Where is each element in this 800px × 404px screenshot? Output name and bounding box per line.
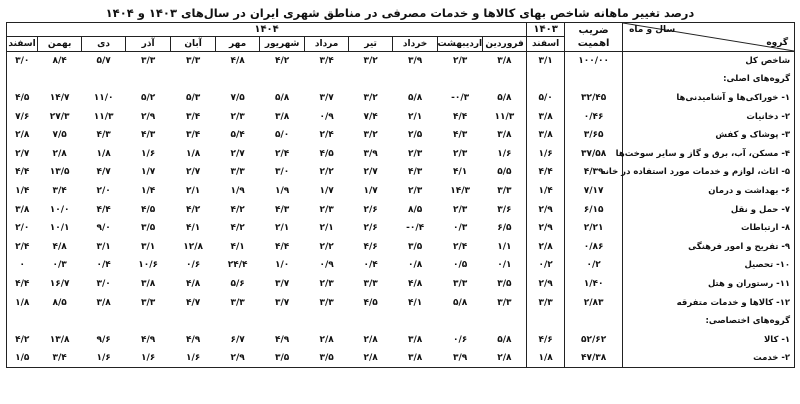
value-cell: ۱۳/۵	[49, 167, 70, 178]
value-cell: ۲۴/۴	[227, 260, 248, 271]
value-cell: ۳/۷	[274, 278, 290, 289]
value-cell: ۰/۴-	[406, 223, 425, 234]
row-label: ۵- اثاث، لوازم و خدمات مورد استفاده در خانه	[623, 163, 795, 182]
value-cell: ۴/۶	[363, 241, 378, 252]
value-cell: ۱۶/۷	[49, 278, 70, 289]
value-cell	[38, 70, 82, 89]
header-month-1404: دی	[82, 37, 126, 52]
value-cell: ۳/۵	[260, 349, 305, 368]
value-cell	[82, 312, 126, 331]
value-cell: ۲۷/۳	[49, 111, 70, 122]
value-cell: ۴/۱	[230, 241, 245, 252]
value-cell: ۳/۳	[497, 185, 512, 196]
row-label: ۲- دخانیات	[623, 107, 795, 126]
header-weight	[565, 23, 623, 52]
value-cell: ۰/۳	[452, 223, 468, 234]
value-cell: ۴/۸	[52, 241, 67, 252]
table-row	[7, 89, 795, 108]
value-cell: ۱/۴	[7, 182, 38, 201]
value-cell: ۱۱/۳	[93, 111, 114, 122]
value-cell: ۵/۸	[497, 334, 512, 345]
weight-cell	[565, 312, 623, 331]
header-month-1404: مرداد	[305, 37, 349, 52]
value-1403-cell: ۳/۸	[527, 126, 565, 145]
value-cell: ۱۲/۸	[183, 241, 203, 252]
row-label: ۱- خوراکی‌ها و آشامیدنی‌ها	[623, 89, 795, 108]
table-row	[7, 144, 795, 163]
value-cell: ۴/۲	[185, 204, 201, 215]
value-cell: ۲/۹	[216, 349, 260, 368]
value-cell: ۴/۷	[185, 297, 201, 308]
value-cell: ۲/۶	[363, 223, 378, 234]
table-row	[7, 293, 795, 312]
value-cell: ۴/۸	[407, 278, 423, 289]
value-cell	[7, 312, 38, 331]
table-row	[7, 163, 795, 182]
value-cell: ۴/۵	[319, 148, 334, 159]
value-cell: ۰/۸	[407, 260, 423, 271]
value-1403-cell: ۳/۳	[527, 293, 565, 312]
value-cell: ۳/۳	[497, 297, 512, 308]
header-group-label: گروه	[766, 38, 789, 48]
header-month-1404: آذر	[126, 37, 171, 52]
value-cell	[305, 312, 349, 331]
value-cell: ۱/۴	[140, 185, 156, 196]
value-cell: ۱۰/۶	[138, 260, 158, 271]
value-cell	[438, 70, 483, 89]
row-label: ۷- حمل و نقل	[623, 200, 795, 219]
value-cell: ۹/۰	[96, 223, 111, 234]
value-cell: ۴/۵	[363, 297, 378, 308]
weight-cell: ۳۲/۴۵	[565, 89, 623, 108]
value-cell: ۱/۶	[82, 349, 126, 368]
header-weight-line2: اهمیت	[577, 38, 610, 49]
header-month-1403: اسفند	[527, 37, 565, 52]
value-cell: ۱/۷	[363, 185, 378, 196]
value-cell: ۲/۷	[185, 167, 201, 178]
value-1403-cell: ۲/۹	[527, 275, 565, 294]
value-cell: ۴/۳	[274, 204, 290, 215]
value-cell: ۱/۷	[319, 185, 334, 196]
value-1403-cell: ۴/۴	[527, 163, 565, 182]
page-title: درصد تغییر ماهانه شاخص بهای کالاها و خدمات مصرفی در مناطق شهری ایران در سال‌های ۱۴۰۳ و ۱۴۰۴	[105, 6, 695, 20]
value-cell: ۵/۳	[185, 92, 201, 103]
weight-cell: ۰/۲	[565, 256, 623, 275]
row-label: ۳- پوشاک و کفش	[623, 126, 795, 145]
value-cell: ۳/۴	[185, 130, 201, 141]
value-cell: ۳/۹	[363, 148, 378, 159]
value-cell	[393, 70, 438, 89]
value-cell	[216, 312, 260, 331]
weight-cell: ۳/۶۵	[565, 126, 623, 145]
value-cell: ۱۱/۰	[93, 92, 114, 103]
value-cell: ۳/۸	[393, 349, 438, 368]
header-month-1404: اردیبهشت	[438, 37, 483, 52]
weight-cell: ۳۷/۵۸	[565, 144, 623, 163]
value-cell: ۳/۸	[7, 200, 38, 219]
value-cell: ۴/۹	[274, 334, 290, 345]
weight-cell: ۰/۸۶	[565, 237, 623, 256]
header-month-1404: اسفند	[7, 37, 38, 52]
value-cell: ۴/۲	[230, 223, 245, 234]
value-cell: ۳/۵	[497, 278, 512, 289]
value-cell: ۲/۳	[407, 148, 423, 159]
row-label: ۱- کالا	[623, 330, 795, 349]
value-cell: ۱۴/۳	[450, 185, 470, 196]
value-cell	[260, 312, 305, 331]
weight-cell: ۵۲/۶۲	[565, 330, 623, 349]
value-cell: ۴/۵	[7, 89, 38, 108]
value-cell: ۲/۳	[407, 185, 423, 196]
weight-cell: ۲/۸۳	[565, 293, 623, 312]
value-cell: ۳/۳	[363, 278, 378, 289]
value-cell	[483, 70, 527, 89]
table-row	[7, 275, 795, 294]
weight-cell	[565, 70, 623, 89]
value-cell: ۳/۵	[305, 349, 349, 368]
value-cell: ۱۱/۳	[494, 111, 515, 122]
table-row	[7, 349, 795, 368]
value-cell	[393, 312, 438, 331]
value-cell: ۷/۶	[7, 107, 38, 126]
value-cell: ۱/۵	[7, 349, 38, 368]
value-cell	[126, 70, 171, 89]
value-cell: ۸/۵	[52, 297, 67, 308]
value-cell: ۲/۸	[483, 349, 527, 368]
header-month-1404: مهر	[216, 37, 260, 52]
header-corner-cell	[623, 23, 795, 52]
value-cell: ۲/۳	[452, 148, 468, 159]
value-cell: ۲/۰	[7, 219, 38, 238]
value-cell: ۴/۱	[452, 167, 468, 178]
value-cell: ۷/۴	[363, 111, 378, 122]
value-cell: ۵/۸	[452, 297, 468, 308]
value-cell: ۲/۳	[452, 204, 468, 215]
value-cell: ۴/۹	[185, 334, 201, 345]
value-cell: ۲/۸	[7, 126, 38, 145]
value-1403-cell: ۰/۲	[527, 256, 565, 275]
value-cell: ۴/۲	[7, 330, 38, 349]
value-cell: ۲/۳	[319, 278, 334, 289]
header-year-1404: ۱۴۰۴	[7, 23, 527, 37]
table-body	[7, 52, 795, 368]
value-cell: ۴/۴	[7, 163, 38, 182]
header-year-month-label: سال و ماه	[629, 25, 676, 35]
value-cell: ۱/۸	[96, 148, 111, 159]
value-cell: ۲/۵	[407, 130, 423, 141]
value-cell: ۲/۷	[7, 144, 38, 163]
value-cell: ۳/۲	[363, 56, 378, 67]
value-cell: ۴/۴	[7, 275, 38, 294]
value-cell: ۰/۹	[319, 111, 334, 122]
value-cell: ۰/۴	[363, 260, 378, 271]
table-row	[7, 256, 795, 275]
value-cell: ۴/۳	[140, 130, 156, 141]
value-cell: ۲/۸	[363, 334, 378, 345]
value-cell	[171, 312, 216, 331]
value-cell: ۴/۱	[407, 297, 423, 308]
value-cell: ۲/۱	[407, 111, 423, 122]
table-row	[7, 126, 795, 145]
value-cell	[216, 70, 260, 89]
value-cell	[126, 312, 171, 331]
table-row	[7, 182, 795, 201]
value-1403-cell: ۱/۶	[527, 144, 565, 163]
value-cell: ۳/۵	[407, 241, 423, 252]
value-cell: ۲/۹	[140, 111, 156, 122]
row-label: گروه‌های اختصاصی:	[623, 312, 795, 331]
value-cell	[305, 70, 349, 89]
value-cell: ۱/۶	[126, 349, 171, 368]
value-cell: ۳/۴	[319, 56, 334, 67]
value-cell: ۳/۳	[230, 167, 245, 178]
value-cell: ۲/۸	[349, 349, 393, 368]
value-1403-cell: ۱/۸	[527, 349, 565, 368]
value-cell: ۳/۰	[7, 52, 38, 71]
value-cell: ۰/۴	[96, 260, 111, 271]
value-cell: ۱۰/۰	[49, 204, 70, 215]
value-cell: ۵/۸	[407, 92, 423, 103]
value-cell	[438, 312, 483, 331]
value-cell: ۱/۹	[230, 185, 245, 196]
value-cell: ۵/۸	[497, 92, 512, 103]
table-row	[7, 70, 795, 89]
header-weight-line1: ضریب	[578, 25, 609, 36]
value-cell: ۳/۳	[185, 56, 201, 67]
value-cell: ۱۳/۸	[49, 334, 70, 345]
value-cell: ۳/۸	[407, 334, 423, 345]
value-cell: ۴/۸	[185, 278, 201, 289]
header-month-1404: آبان	[171, 37, 216, 52]
value-cell: ۰	[7, 256, 38, 275]
value-cell: ۵/۷	[96, 56, 111, 67]
value-cell: ۳/۳	[230, 297, 245, 308]
value-cell: ۸/۴	[52, 56, 67, 67]
header-month-1404: فروردین	[483, 37, 527, 52]
value-cell: ۱/۶	[171, 349, 216, 368]
row-label: گروه‌های اصلی:	[623, 70, 795, 89]
value-cell	[38, 312, 82, 331]
value-1403-cell: ۱/۴	[527, 182, 565, 201]
table-row	[7, 330, 795, 349]
value-cell	[7, 70, 38, 89]
value-1403-cell: ۳/۱	[527, 52, 565, 71]
value-cell: ۴/۲	[230, 204, 245, 215]
header-month-1404: تیر	[349, 37, 393, 52]
value-cell: ۱/۰	[274, 260, 290, 271]
value-cell: ۰/۳	[52, 260, 67, 271]
row-label: ۲- خدمت	[623, 349, 795, 368]
value-cell: ۳/۳	[140, 56, 156, 67]
value-cell: ۳/۵	[140, 223, 156, 234]
row-label: ۴- مسکن، آب، برق و گاز و سایر سوخت‌ها	[623, 144, 795, 163]
value-cell: ۳/۹	[407, 56, 423, 67]
value-cell: ۳/۴	[38, 349, 82, 368]
value-cell: ۲/۴	[274, 148, 290, 159]
value-cell: ۴/۸	[230, 56, 245, 67]
value-cell: ۳/۲	[363, 92, 378, 103]
value-cell: ۰/۶	[185, 260, 201, 271]
value-cell: ۳/۸	[274, 111, 290, 122]
value-cell: ۵/۴	[230, 130, 245, 141]
value-cell	[82, 70, 126, 89]
value-cell: ۲/۲	[319, 167, 334, 178]
value-cell: ۱/۶	[497, 148, 512, 159]
row-label: ۱۱- رستوران و هتل	[623, 275, 795, 294]
value-cell: ۳/۴	[185, 111, 201, 122]
header-month-1404: بهمن	[38, 37, 82, 52]
value-cell: ۳/۷	[319, 92, 334, 103]
header-month-1404: خرداد	[393, 37, 438, 52]
value-cell	[349, 312, 393, 331]
value-1403-cell	[527, 312, 565, 331]
value-cell	[349, 70, 393, 89]
value-cell: ۵/۸	[274, 92, 290, 103]
value-cell: ۰/۶	[452, 334, 468, 345]
value-cell: ۴/۷	[96, 167, 111, 178]
value-cell: ۴/۴	[274, 241, 290, 252]
value-cell: ۱/۱	[497, 241, 512, 252]
value-cell: ۳/۴	[52, 185, 67, 196]
value-cell: ۳/۸	[140, 278, 156, 289]
value-cell: ۲/۲	[319, 241, 334, 252]
table-row	[7, 312, 795, 331]
value-cell: ۳/۸	[497, 56, 512, 67]
row-label: ۱۰- تحصیل	[623, 256, 795, 275]
value-cell: ۴/۳	[96, 130, 111, 141]
value-cell: ۲/۱	[319, 223, 334, 234]
value-cell: ۵/۶	[230, 278, 245, 289]
value-cell: ۴/۹	[140, 334, 156, 345]
value-cell: ۳/۲	[363, 130, 378, 141]
value-cell: ۲/۸	[52, 148, 67, 159]
value-cell: ۴/۱	[185, 223, 201, 234]
value-cell: ۱/۸	[7, 293, 38, 312]
value-cell	[260, 70, 305, 89]
value-cell: ۱/۶	[140, 148, 156, 159]
value-cell: ۳/۳	[452, 278, 468, 289]
value-1403-cell: ۳/۸	[527, 107, 565, 126]
value-cell: ۸/۵	[407, 204, 423, 215]
value-cell: ۴/۲	[274, 56, 290, 67]
value-cell: ۳/۳	[319, 297, 334, 308]
value-cell: ۳/۳	[140, 297, 156, 308]
weight-cell: ۴/۳۹	[565, 163, 623, 182]
weight-cell: ۶/۱۵	[565, 200, 623, 219]
table-row	[7, 52, 795, 71]
value-cell: ۳/۰	[274, 167, 290, 178]
value-cell: ۲/۴	[319, 130, 334, 141]
value-cell: ۲/۳	[319, 204, 334, 215]
value-cell: ۲/۱	[274, 223, 290, 234]
row-label: ۱۲- کالاها و خدمات متفرقه	[623, 293, 795, 312]
value-cell: ۴/۳	[452, 130, 468, 141]
row-label: ۹- تفریح و امور فرهنگی	[623, 237, 795, 256]
value-cell: ۴/۴	[452, 111, 468, 122]
value-cell: ۷/۵	[52, 130, 67, 141]
value-cell: ۳/۰	[96, 278, 111, 289]
weight-cell: ۴۷/۳۸	[565, 349, 623, 368]
value-cell: ۲/۱	[185, 185, 201, 196]
value-cell: ۱۰/۱	[49, 223, 70, 234]
value-cell	[483, 312, 527, 331]
table-header	[7, 23, 795, 52]
value-cell: ۳/۶	[497, 204, 512, 215]
value-cell: ۲/۴	[452, 241, 468, 252]
value-cell: ۵/۰	[274, 130, 290, 141]
header-year-1403: ۱۴۰۳	[527, 23, 565, 37]
value-cell: ۳/۱	[96, 241, 111, 252]
value-cell: ۶/۵	[497, 223, 512, 234]
value-cell: ۴/۳	[407, 167, 423, 178]
value-1403-cell: ۲/۹	[527, 219, 565, 238]
header-month-1404: شهریور	[260, 37, 305, 52]
row-label: شاخص کل	[623, 52, 795, 71]
value-cell: ۹/۶	[96, 334, 111, 345]
value-cell: ۳/۷	[274, 297, 290, 308]
table-row	[7, 107, 795, 126]
value-cell: ۷/۵	[230, 92, 245, 103]
value-cell: ۰/۹	[319, 260, 334, 271]
row-label: ۸- ارتباطات	[623, 219, 795, 238]
value-cell: ۲/۰	[96, 185, 111, 196]
value-1403-cell: ۲/۹	[527, 200, 565, 219]
value-cell: ۳/۸	[497, 130, 512, 141]
value-cell: ۵/۲	[140, 92, 156, 103]
value-cell: ۰/۵	[452, 260, 468, 271]
table-row	[7, 237, 795, 256]
value-1403-cell: ۲/۸	[527, 237, 565, 256]
value-cell: ۰/۳-	[451, 92, 470, 103]
value-cell: ۱۴/۷	[49, 92, 70, 103]
value-cell: ۳/۱	[140, 241, 156, 252]
value-cell: ۳/۹	[438, 349, 483, 368]
weight-cell: ۲/۲۱	[565, 219, 623, 238]
value-cell: ۲/۴	[7, 237, 38, 256]
value-cell: ۰/۱	[497, 260, 512, 271]
row-label: ۶- بهداشت و درمان	[623, 182, 795, 201]
cpi-monthly-table	[6, 22, 795, 368]
value-cell: ۵/۵	[497, 167, 512, 178]
value-cell: ۱/۷	[140, 167, 156, 178]
value-cell: ۴/۵	[140, 204, 156, 215]
weight-cell: ۱۰۰/۰۰	[565, 52, 623, 71]
value-cell: ۴/۴	[96, 204, 111, 215]
value-cell: ۳/۸	[96, 297, 111, 308]
weight-cell: ۰/۴۶	[565, 107, 623, 126]
table-row	[7, 200, 795, 219]
value-1403-cell: ۵/۰	[527, 89, 565, 108]
weight-cell: ۱/۴۰	[565, 275, 623, 294]
value-cell: ۲/۷	[363, 167, 378, 178]
value-cell: ۲/۳	[230, 111, 245, 122]
value-1403-cell: ۴/۶	[527, 330, 565, 349]
table-row	[7, 219, 795, 238]
value-cell: ۱/۸	[185, 148, 201, 159]
value-cell: ۲/۸	[319, 334, 334, 345]
value-cell: ۱/۹	[274, 185, 290, 196]
value-cell: ۲/۶	[363, 204, 378, 215]
value-cell	[171, 70, 216, 89]
value-cell: ۲/۳	[452, 56, 468, 67]
weight-cell: ۷/۱۷	[565, 182, 623, 201]
value-cell: ۶/۷	[230, 334, 245, 345]
value-1403-cell	[527, 70, 565, 89]
value-cell: ۲/۷	[230, 148, 245, 159]
